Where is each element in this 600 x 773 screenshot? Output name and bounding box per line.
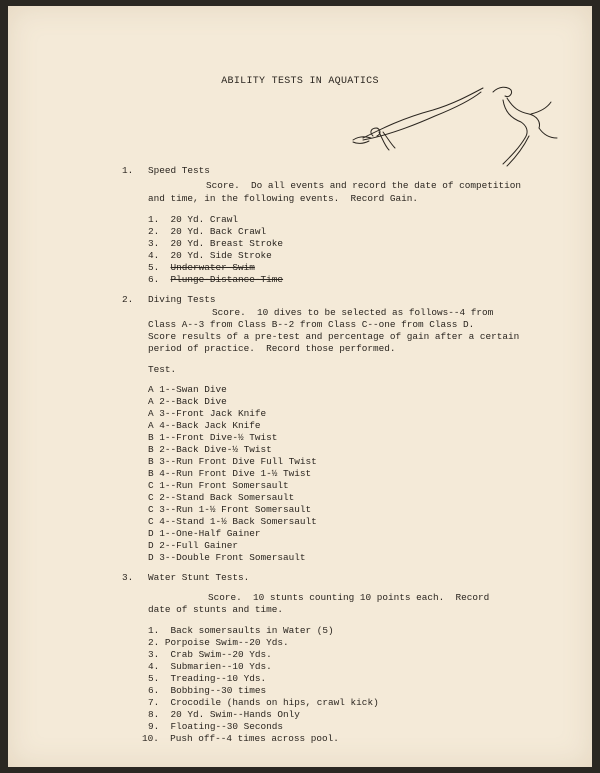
test-label: Test. (148, 364, 177, 375)
list-item: C 4--Stand 1-½ Back Somersault (148, 516, 317, 527)
section3-number: 3. (122, 572, 134, 583)
section2-para-line3: Score results of a pre-test and percentage of gain after a certain (148, 331, 520, 342)
list-item: A 4--Back Jack Knife (148, 420, 261, 431)
list-item: 3. 20 Yd. Breast Stroke (148, 238, 284, 249)
list-item: 6. Bobbing--30 times (148, 685, 267, 696)
list-item: D 3--Double Front Somersault (148, 552, 306, 563)
list-item: D 1--One-Half Gainer (148, 528, 261, 539)
list-item: B 3--Run Front Dive Full Twist (148, 456, 317, 467)
list-item: A 2--Back Dive (148, 396, 227, 407)
list-item: 7. Crocodile (hands on hips, crawl kick) (148, 697, 379, 708)
section2-heading: Diving Tests (148, 294, 216, 305)
list-item: 2. 20 Yd. Back Crawl (148, 226, 267, 237)
section1-para-line2: and time, in the following events. Record Gain. (148, 193, 419, 204)
list-item: 4. 20 Yd. Side Stroke (148, 250, 272, 261)
section2-para-line4: period of practice. Record those performed. (148, 343, 396, 354)
section1-para-line1: Score. Do all events and record the date of competition (206, 180, 522, 191)
page-title: ABILITY TESTS IN AQUATICS (221, 76, 379, 87)
list-item: C 1--Run Front Somersault (148, 480, 289, 491)
list-item-struck: 5. Underwater Swim (148, 262, 255, 273)
list-item: 5. Treading--10 Yds. (148, 673, 267, 684)
list-item: 1. Back somersaults in Water (5) (148, 625, 334, 636)
section3-para-line1: Score. 10 stunts counting 10 points each. Record (208, 592, 490, 603)
section2-number: 2. (122, 294, 134, 305)
list-item: C 2--Stand Back Somersault (148, 492, 295, 503)
list-item: 4. Submarien--10 Yds. (148, 661, 272, 672)
list-item: 1. 20 Yd. Crawl (148, 214, 239, 225)
list-item: B 4--Run Front Dive 1-½ Twist (148, 468, 312, 479)
list-item: 10. Push off--4 times across pool. (142, 733, 339, 744)
divers-sketch-icon (343, 78, 573, 178)
list-item: C 3--Run 1-½ Front Somersault (148, 504, 312, 515)
section2-para-line2: Class A--3 from Class B--2 from Class C--one from Class D. (148, 319, 475, 330)
list-item: A 1--Swan Dive (148, 384, 227, 395)
section3-heading: Water Stunt Tests. (148, 572, 250, 583)
list-item: 9. Floating--30 Seconds (148, 721, 284, 732)
list-item: D 2--Full Gainer (148, 540, 239, 551)
section1-heading: Speed Tests (148, 165, 210, 176)
section2-para-line1: Score. 10 dives to be selected as follows--4 from (212, 307, 494, 318)
list-item: B 1--Front Dive-½ Twist (148, 432, 278, 443)
list-item: 2. Porpoise Swim--20 Yds. (148, 637, 289, 648)
list-item: 8. 20 Yd. Swim--Hands Only (148, 709, 300, 720)
list-item-struck: 6. Plunge-Distance-Time (148, 274, 284, 285)
section1-number: 1. (122, 165, 134, 176)
section3-para-line2: date of stunts and time. (148, 604, 284, 615)
list-item: A 3--Front Jack Knife (148, 408, 267, 419)
list-item: B 2--Back Dive-½ Twist (148, 444, 272, 455)
document-page (8, 6, 592, 767)
list-item: 3. Crab Swim--20 Yds. (148, 649, 272, 660)
